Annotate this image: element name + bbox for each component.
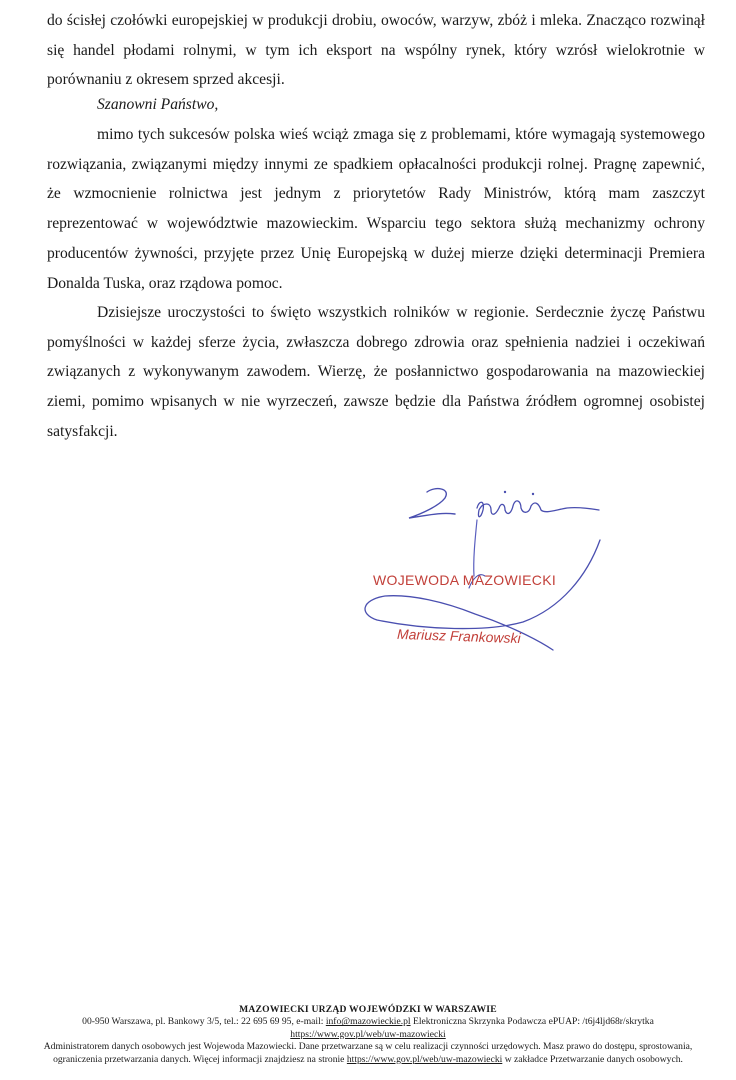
footer-address: 00-950 Warszawa, pl. Bankowy 3/5, tel.: 22 695 69 95, e-mail:: [82, 1016, 324, 1028]
footer-gdpr-link[interactable]: https://www.gov.pl/web/uw-mazowiecki: [346, 1053, 503, 1065]
signature-block: [355, 480, 625, 660]
footer-gdpr-text-2: w zakładce Przetwarzanie danych osobowych.: [504, 1053, 683, 1065]
stamp-name: Mariusz Frankowski: [396, 625, 521, 647]
stamp-title: WOJEWODA MAZOWIECKI: [373, 572, 557, 588]
footer-epuap: Elektroniczna Skrzynka Podawcza ePUAP: /t6j4ljd68r/skrytka: [412, 1016, 654, 1028]
letter-paragraph-3: Dzisiejsze uroczystości to święto wszystkich rolników w regionie. Serdecznie życzę Państwu pomyślności w każdej sferze życia, zwłaszcza dobrego zdrowia oraz spełnienia nadziei i oczekiwań związanych z wykonywanym zawodem. Wierzę, że posłannictwo gospodarowania na mazowieckiej ziemi, pomimo wpisanych w nie wyrzeczeń, zawsze będzie dla Państwa źródłem ogromnej osobistej satysfakcji.: [47, 304, 705, 440]
footer-gdpr-text-1: Administratorem danych osobowych jest Wojewoda Mazowiecki. Dane przetwarzane są w celu realizacji czynności urzędowych. Masz prawo do dostępu, sprostowania, ograniczenia przetwarzania danych. Więcej informacji znajdziesz na stronie: [43, 1041, 693, 1065]
footer-gdpr-note: [40, 1041, 696, 1066]
letter-paragraph-1: do ścisłej czołówki europejskiej w produkcji drobiu, owoców, warzyw, zbóż i mleka. Znacząco rozwinął się handel płodami rolnymi, w tym ich eksport na wspólny rynek, który wzrósł wielokrotnie w porównaniu z okresem sprzed akcesji.: [47, 12, 705, 89]
footer-email-link[interactable]: info@mazowieckie.pl: [325, 1016, 411, 1028]
letter-paragraph-2: mimo tych sukcesów polska wieś wciąż zmaga się z problemami, które wymagają systemowego rozwiązania, związanymi między innymi ze spadkiem opłacalności produkcji rolnej. Pragnę zapewnić, że wzmocnienie rolnictwa jest jednym z priorytetów Rady Ministrów, którą mam zaszczyt reprezentować w województwie mazowieckim. Wsparciu tego sektora służą mechanizmy ochrony producentów żywności, przyjęte przez Unię Europejską w dużej mierze dzięki determinacji Premiera Donalda Tuska, oraz rządowa pomoc.: [47, 126, 705, 292]
handwritten-signature-text: [355, 480, 359, 481]
footer: [40, 1004, 696, 1066]
footer-title: MAZOWIECKI URZĄD WOJEWÓDZKI W WARSZAWIE: [239, 1004, 497, 1015]
letter-salutation: Szanowni Państwo,: [97, 96, 219, 113]
footer-website-link[interactable]: https://www.gov.pl/web/uw-mazowiecki: [290, 1028, 446, 1040]
footer-contact-line: [40, 1016, 696, 1028]
